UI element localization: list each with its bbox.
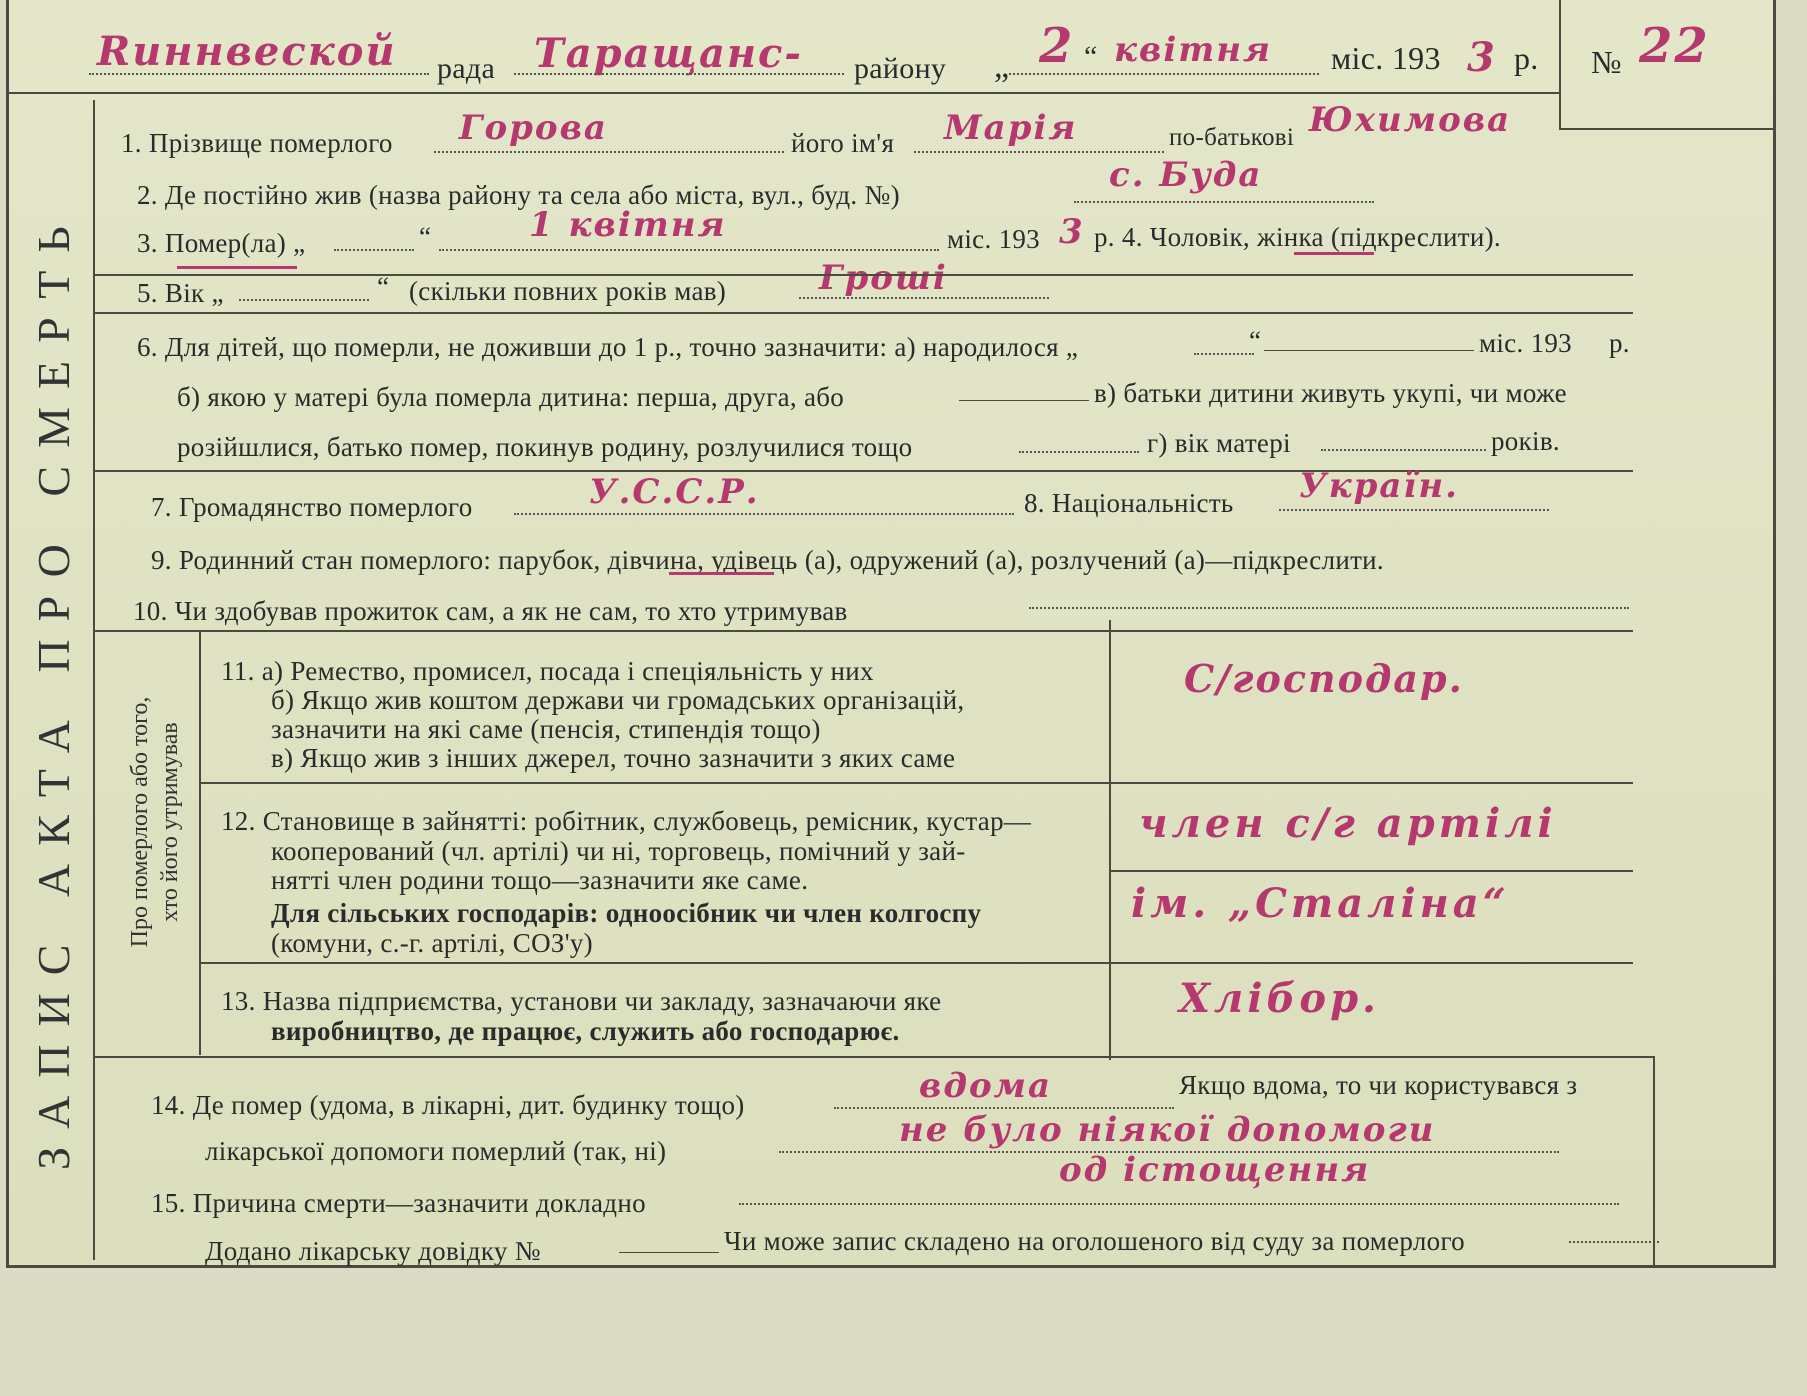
f1-name-dots	[914, 150, 1164, 153]
divider-5-6	[93, 312, 1633, 314]
f13-line1: 13. Назва підприємства, установи чи закладу, зазначаючи яке	[221, 986, 942, 1016]
f8-value: Україн.	[1299, 466, 1459, 506]
month-value: квітня	[1114, 30, 1273, 70]
f6-line1: 6. Для дітей, що померли, не доживши до 1 р., точно зазначити: а) народилося „	[137, 332, 1079, 362]
f7-value: У.С.С.Р.	[589, 472, 760, 512]
group-label-line1: Про померлого або того,	[127, 696, 153, 948]
month-dots	[1009, 72, 1319, 75]
f10-label: 10. Чи здобував прожиток сам, а як не сам, то хто утримував	[133, 596, 848, 626]
footer-medical-cert: Додано лікарську довідку №	[205, 1236, 541, 1266]
district-label: району	[854, 52, 947, 85]
value-column-divider	[1109, 620, 1111, 1060]
f1-dots	[434, 150, 784, 153]
f6-month-line	[1264, 350, 1474, 351]
f14-dots	[834, 1106, 1174, 1109]
f3-rest: р. 4. Чоловік, жінка (підкреслити).	[1094, 222, 1501, 252]
year-suffix: р.	[1514, 40, 1539, 76]
number-value: 22	[1639, 18, 1710, 74]
divider-10-11	[93, 630, 1633, 632]
f5-dots	[239, 298, 369, 301]
f6-day-dots	[1194, 352, 1254, 355]
f12-value-line2: ім. „Сталіна“	[1131, 880, 1510, 927]
council-label: рада	[437, 52, 496, 85]
f11-line3: зазначити на які саме (пенсія, стипендія тощо)	[271, 714, 821, 744]
f6-line3a: розійшлися, батько помер, покинув родину, розлучилися тощо	[177, 432, 913, 462]
f14-line2: лікарської допомоги померлий (так, ні)	[205, 1136, 667, 1166]
f15-label: 15. Причина смерти—зазначити докладно	[151, 1188, 646, 1218]
f11-line4: в) Якщо жив з інших джерел, точно зазначити з яких саме	[271, 743, 956, 773]
f11-value: С/господар.	[1184, 656, 1464, 701]
f1-patronymic-value: Юхимова	[1309, 100, 1512, 140]
f3-month-dots	[439, 248, 939, 251]
district-dots	[514, 72, 844, 75]
f13-value: Хлібор.	[1179, 975, 1380, 1022]
year-digit: 3	[1467, 34, 1497, 81]
f5-value: Гроші	[819, 258, 948, 298]
divider-13-14	[93, 1056, 1653, 1058]
f11-line1: 11. а) Ремество, промисел, посада і спеціяльність у них	[221, 656, 874, 686]
f1-patronymic-label: по-батькові	[1169, 124, 1295, 151]
f15-dots	[739, 1202, 1619, 1205]
day-quote-open: „	[994, 48, 1010, 85]
f15-value: од істощення	[1059, 1150, 1371, 1190]
f1-label: 1. Прізвище померлого	[121, 128, 393, 158]
group-box-left	[199, 630, 201, 1055]
footer-dots	[1569, 1240, 1659, 1243]
number-box-bottom	[1559, 128, 1774, 130]
number-label: №	[1591, 44, 1622, 80]
f12-value-divider	[1109, 870, 1633, 872]
f14-value2: не було ніякої допомоги	[899, 1110, 1436, 1150]
f12-line1: 12. Становище в зайнятті: робітник, службовець, ремісник, кустар—	[221, 806, 1032, 836]
record-title-vertical: ЗАПИС АКТА ПРО СМЕРТЬ	[28, 208, 79, 1170]
f2-value: с. Буда	[1109, 155, 1263, 195]
f12-line5: (комуни, с.-г. артілі, СОЗ'у)	[271, 928, 593, 958]
f7-dots	[514, 512, 1014, 515]
f1-name-value: Марія	[944, 108, 1078, 148]
f9-label: 9. Родинний стан померлого: парубок, дівчина, удівець (а), одружений (а), розлучений (а)—підкреслити.	[151, 545, 1384, 575]
f3-underline	[177, 266, 297, 269]
f12-line2: кооперований (чл. артілі) чи ні, торговець, помічний у зай-	[271, 836, 966, 866]
footer-cert-blank	[619, 1252, 719, 1253]
f6-line2-blank	[959, 400, 1089, 401]
f9-underline	[669, 572, 774, 575]
f14-line1b: Якщо вдома, то чи користувався з	[1179, 1070, 1578, 1100]
death-record-form	[6, 0, 1776, 1268]
f14-value: вдома	[919, 1066, 1053, 1106]
f7-label: 7. Громадянство померлого	[151, 492, 473, 522]
year-label: міс. 193	[1331, 40, 1441, 76]
council-value: Rиннвеской	[97, 28, 397, 75]
f13-line2: виробництво, де працює, служить або господарює.	[271, 1016, 900, 1046]
right-border-lower	[1653, 1056, 1655, 1266]
group-label-line2: хто його утримував	[157, 722, 183, 922]
f8-dots	[1279, 508, 1549, 511]
f6-line1-end: міс. 193	[1479, 328, 1572, 358]
f1-name-label: його ім'я	[791, 128, 895, 158]
f6-line3b: г) вік матері	[1147, 428, 1291, 458]
f6-line3c: років.	[1491, 426, 1560, 456]
divider-12-13	[199, 962, 1633, 964]
f8-label: 8. Національність	[1024, 488, 1234, 518]
f5-hint: (скільки повних років мав)	[409, 276, 727, 306]
f3-year-digit: 3	[1059, 212, 1085, 252]
f3-year-label: міс. 193	[947, 224, 1040, 254]
council-dots	[89, 72, 429, 75]
group-label-vertical	[125, 632, 185, 1012]
day-quote-close: “	[1084, 40, 1098, 73]
f1-surname-value: Горова	[459, 108, 608, 148]
f3-day-dots	[334, 248, 414, 251]
f5-value-dots	[799, 296, 1049, 299]
f4-underline	[1294, 252, 1374, 255]
f3-label: 3. Помер(ла) „	[137, 228, 306, 258]
day-value: 2	[1039, 18, 1075, 74]
district-value: Таращанс-	[534, 30, 803, 77]
divider-11-12	[199, 782, 1633, 784]
f6-line2a: б) якою у матері була померла дитина: перша, друга, або	[177, 382, 845, 412]
footer-court-note: Чи може запис складено на оголошеного від суду за померлого	[724, 1226, 1465, 1256]
header-divider	[9, 92, 1559, 94]
f2-label: 2. Де постійно жив (назва району та села або міста, вул., буд. №)	[137, 180, 900, 210]
f6-line3-dots1	[1019, 450, 1139, 453]
f12-value-line1: член с/г артілі	[1139, 800, 1557, 847]
f5-quote: “	[377, 272, 390, 302]
number-box-left	[1559, 0, 1561, 130]
divider-1-5a	[93, 274, 1633, 276]
f5-label: 5. Вік „	[137, 278, 224, 308]
f14-line1a: 14. Де помер (удома, в лікарні, дит. будинку тощо)	[151, 1090, 745, 1120]
f3-date-value: 1 квітня	[529, 205, 727, 245]
f6-line1-quote: “	[1249, 326, 1262, 356]
f2-dots	[1074, 200, 1374, 203]
f11-line2: б) Якщо жив коштом держави чи громадських організацій,	[271, 685, 965, 715]
f12-line4: Для сільських господарів: одноосібник чи член колгоспу	[271, 898, 982, 928]
f6-line2b: в) батьки дитини живуть укупі, чи може	[1094, 378, 1567, 408]
f10-dots	[1029, 606, 1629, 609]
f6-line3-dots2	[1321, 448, 1486, 451]
f12-line3: нятті член родини тощо—зазначити яке саме.	[271, 865, 809, 895]
f3-quote: “	[419, 222, 432, 252]
f6-line1-r: р.	[1609, 328, 1630, 358]
